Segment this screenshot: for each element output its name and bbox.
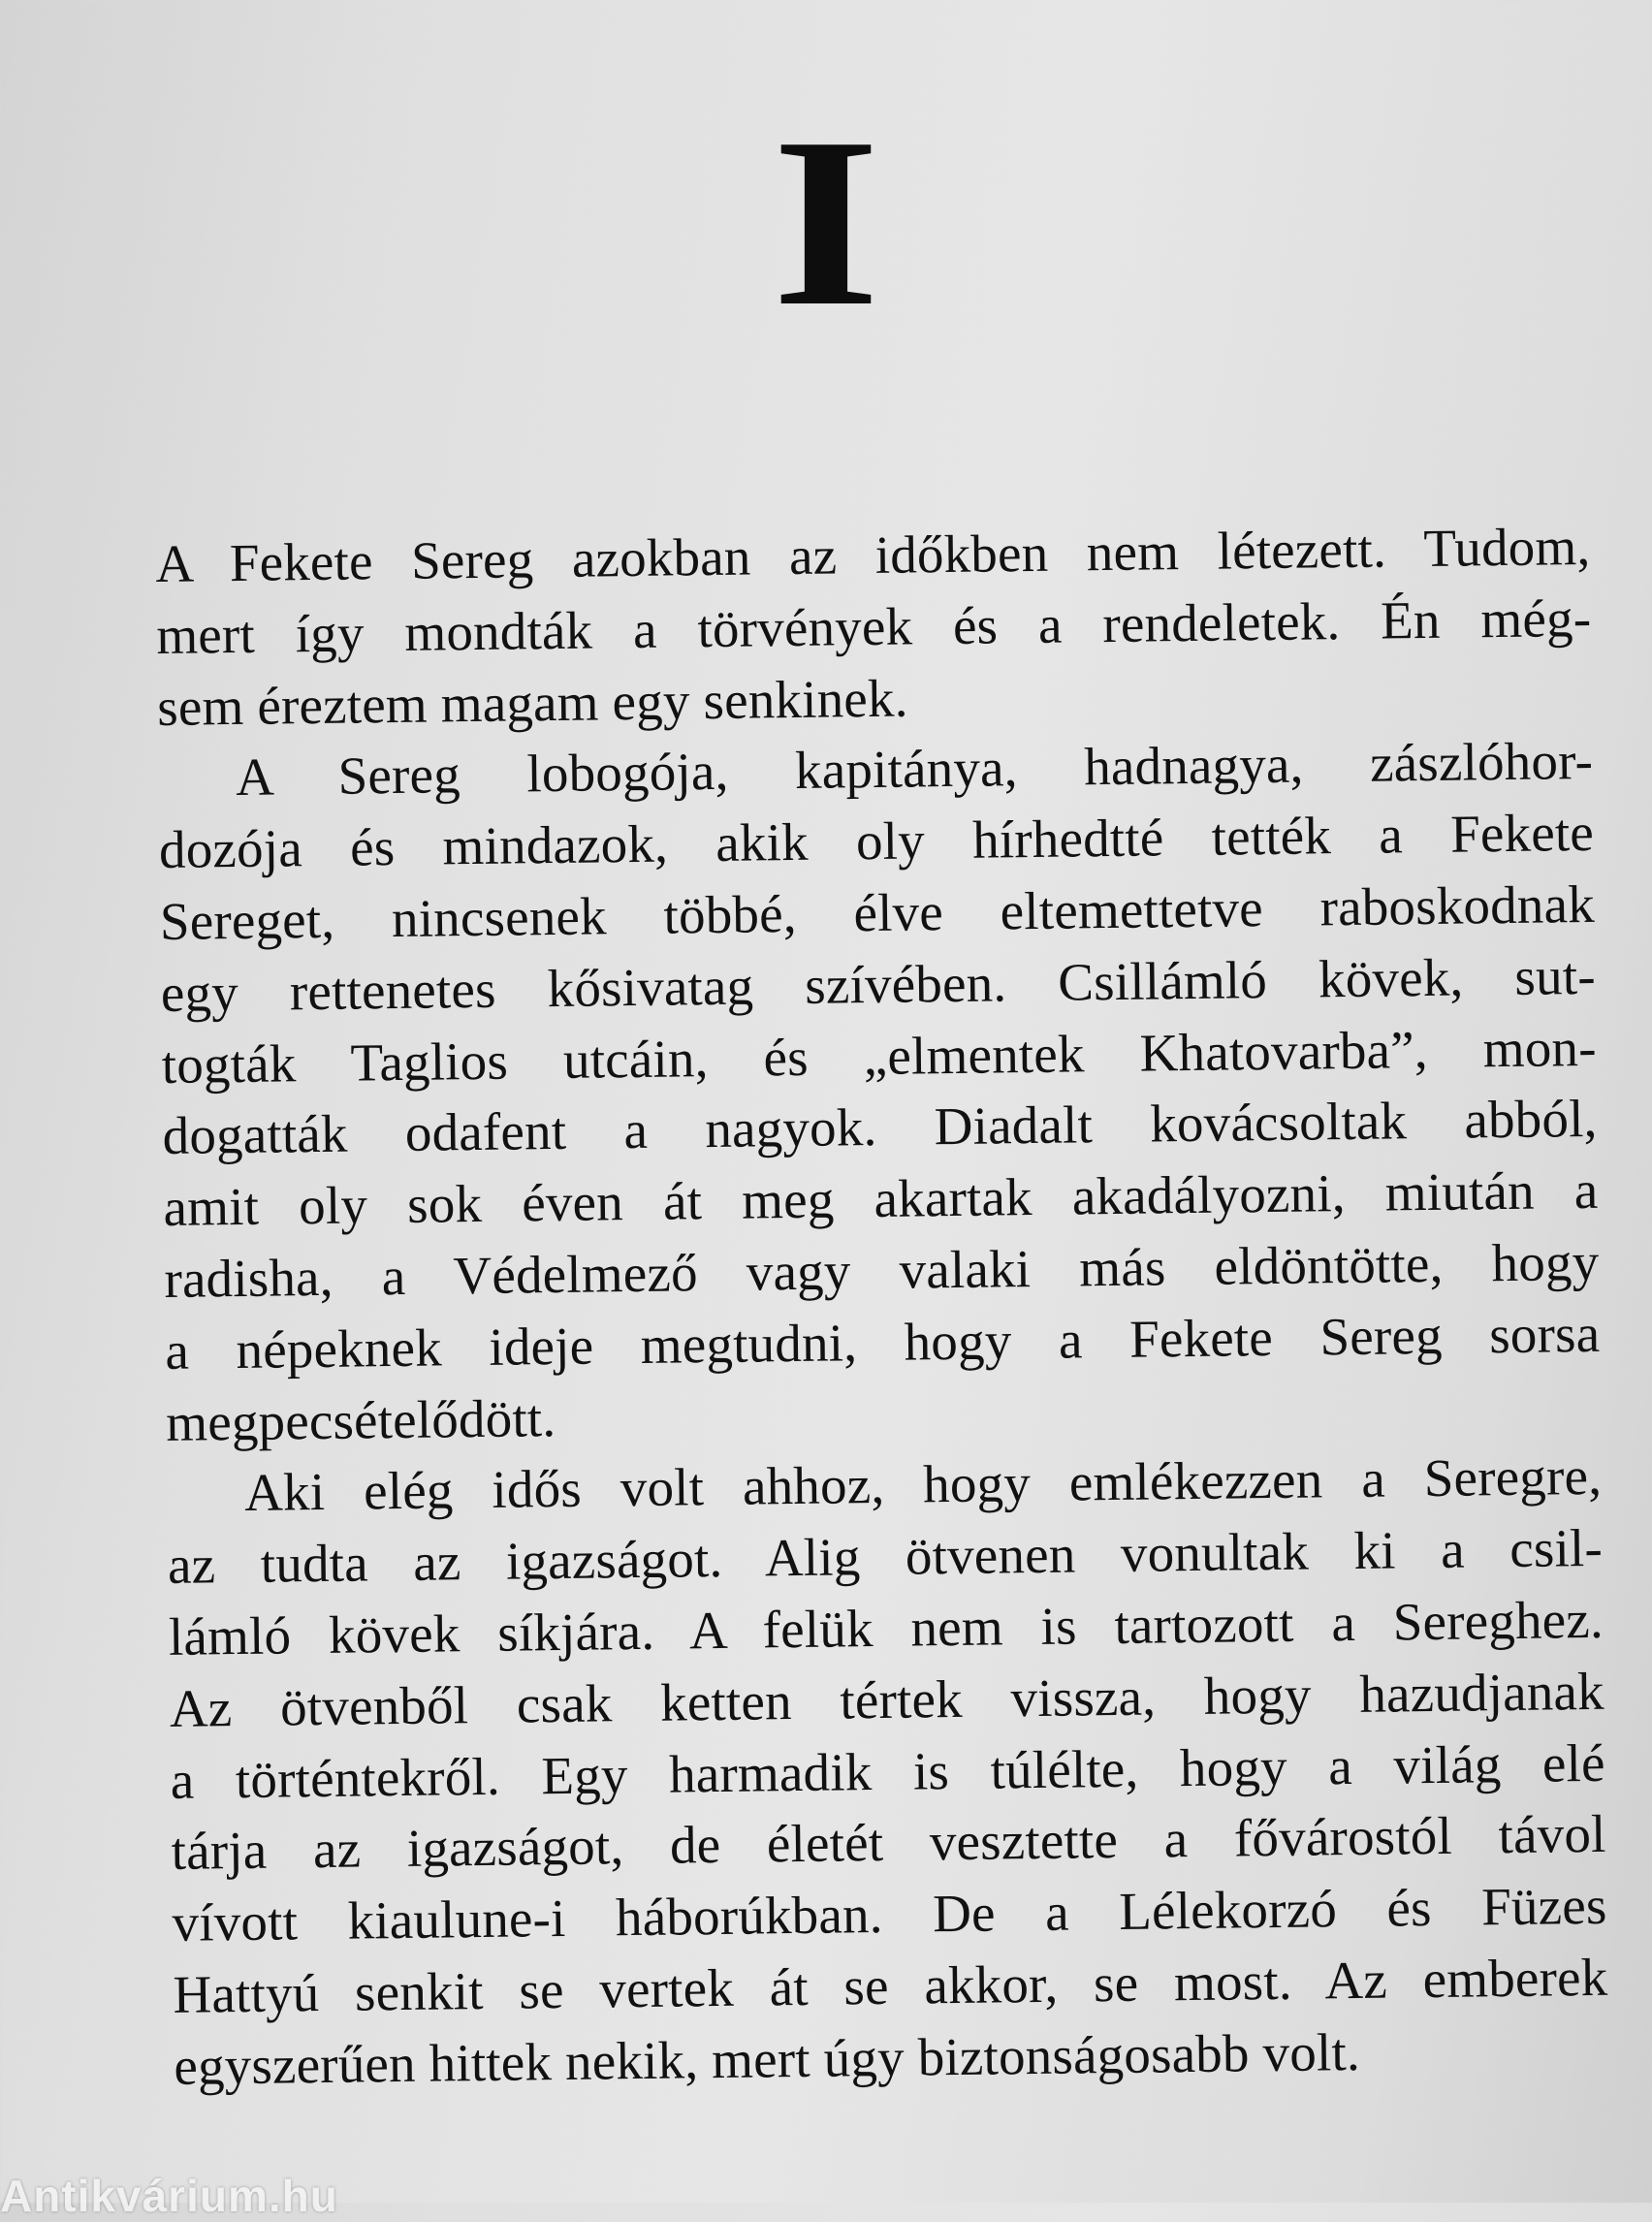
text-line: amit oly sok éven át meg akartak akadályozni, miután a bbox=[163, 1160, 1599, 1238]
text-line: dogatták odafent a nagyok. Diadalt kovácsoltak abból, bbox=[162, 1089, 1598, 1166]
text-line: A Sereg lobogója, kapitánya, hadnagya, zászlóhor- bbox=[235, 731, 1594, 808]
text-line: tárja az igazságot, de életét vesztette a fővárostól távol bbox=[171, 1804, 1606, 1882]
text-line: dozója és mindazok, akik oly hírhedtté tették a Fekete bbox=[158, 803, 1595, 880]
text-line: Az ötvenből csak ketten tértek vissza, hogy hazudjanak bbox=[169, 1661, 1605, 1738]
text-line: a történtekről. Egy harmadik is túlélte, hogy a világ elé bbox=[170, 1732, 1606, 1810]
text-line: a népeknek ideje megtudni, hogy a Fekete Sereg sorsa bbox=[164, 1303, 1601, 1381]
paragraph-3 bbox=[167, 1441, 1609, 2102]
text-line: lámló kövek síkjára. A felük nem is tartozott a Sereghez. bbox=[168, 1589, 1604, 1666]
paragraph-2 bbox=[158, 725, 1602, 1458]
text-line: A Fekete Sereg azokban az időkben nem létezett. Tudom, bbox=[155, 516, 1591, 593]
watermark: Antikvárium.hu bbox=[0, 2171, 338, 2221]
text-line: mert így mondták a törvények és a rendeletek. Én még- bbox=[155, 587, 1592, 665]
text-line: Aki elég idős volt ahhoz, hogy emlékezzen a Seregre, bbox=[243, 1446, 1603, 1523]
text-line: togták Taglios utcáin, és „elmentek Khatovarba”, mon- bbox=[161, 1017, 1598, 1095]
text-line: vívott kiaulune-i háborúkban. De a Lélekorzó és Füzes bbox=[172, 1875, 1607, 1953]
text-line: Hattyú senkit se vertek át se akkor, se most. Az emberek bbox=[173, 1947, 1608, 2024]
text-line: Sereget, nincsenek többé, élve eltemettetve raboskodnak bbox=[159, 873, 1596, 951]
body-text bbox=[155, 511, 1609, 2102]
text-line: radisha, a Védelmező vagy valaki más eldöntötte, hogy bbox=[164, 1231, 1600, 1309]
text-line: megpecsételődött. bbox=[165, 1387, 556, 1452]
paragraph-1 bbox=[155, 511, 1593, 743]
text-line: egyszerűen hittek nekik, mert úgy biztonságosabb volt. bbox=[174, 2021, 1361, 2096]
text-line: egy rettenetes kősivatag szívében. Csillámló kövek, sut- bbox=[160, 945, 1597, 1023]
text-line: az tudta az igazságot. Alig ötvenen vonultak ki a csil- bbox=[167, 1517, 1604, 1596]
chapter-numeral: I bbox=[772, 88, 880, 357]
text-line: sem éreztem magam egy senkinek. bbox=[156, 668, 908, 737]
